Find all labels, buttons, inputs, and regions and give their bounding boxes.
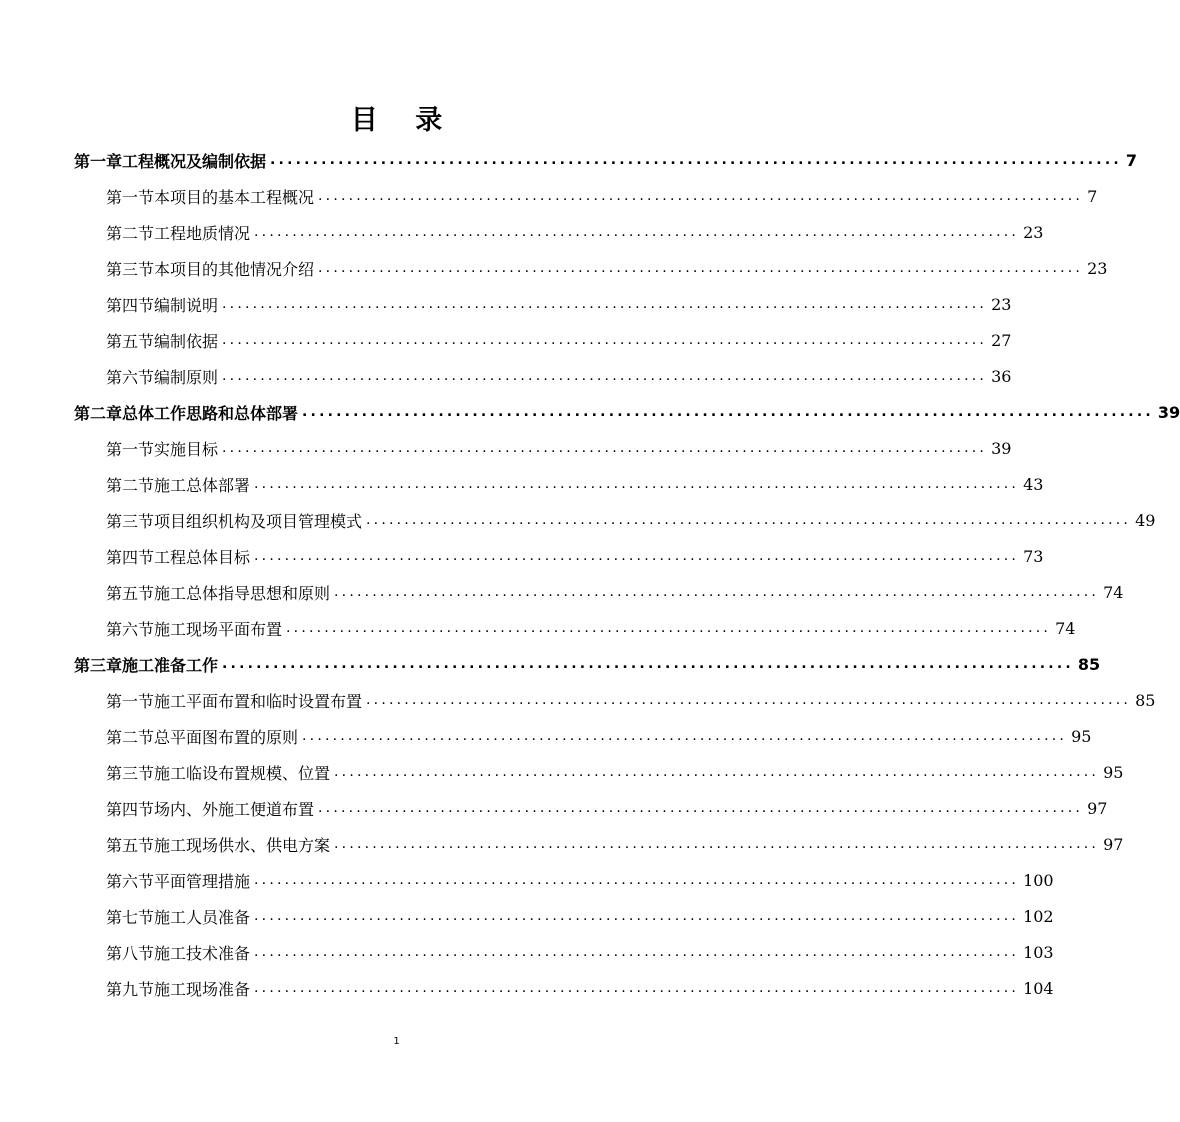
toc-entry-number: 第二节 <box>106 475 155 495</box>
toc-entry-label: 施工现场供水、供电方案 <box>154 835 331 855</box>
toc-entry-label: 施工技术准备 <box>154 943 251 963</box>
toc-entry-page: 74 <box>1055 618 1076 638</box>
toc-entry-page: 74 <box>1103 582 1124 602</box>
toc-entry-label: 实施目标 <box>154 439 219 459</box>
toc-section-entry[interactable] <box>106 214 1044 250</box>
dot-leader: .................................................................................................... <box>318 800 1084 816</box>
toc-entry-number: 第四节 <box>106 799 155 819</box>
toc-section-entry[interactable] <box>106 250 1108 286</box>
toc-entry-page: 27 <box>991 330 1012 350</box>
dot-leader: .................................................................................................... <box>222 296 988 312</box>
dot-leader: .................................................................................................... <box>222 656 1074 672</box>
toc-entry-number: 第二节 <box>106 727 155 747</box>
toc-entry-number: 第四节 <box>106 295 155 315</box>
toc-entry-page: 49 <box>1135 510 1156 530</box>
toc-section-entry[interactable] <box>106 862 1054 898</box>
toc-section-entry[interactable] <box>106 826 1124 862</box>
toc-entry-page: 23 <box>991 294 1012 314</box>
toc-entry-number: 第七节 <box>106 907 155 927</box>
toc-entry-page: 85 <box>1135 690 1156 710</box>
toc-entry-label: 施工现场平面布置 <box>154 619 283 639</box>
toc-entry-label: 工程总体目标 <box>154 547 251 567</box>
toc-entry-label: 编制依据 <box>154 331 219 351</box>
toc-entry-number: 第四节 <box>106 547 155 567</box>
toc-section-entry[interactable] <box>106 718 1092 754</box>
toc-entry-label: 本项目的其他情况介绍 <box>154 259 315 279</box>
toc-entry-label: 施工总体指导思想和原则 <box>154 583 331 603</box>
toc-section-entry[interactable] <box>106 430 1012 466</box>
dot-leader: .................................................................................................... <box>254 548 1020 564</box>
toc-entry-number: 第三章 <box>74 655 123 675</box>
toc-section-entry[interactable] <box>106 682 1156 718</box>
page-number: 1 <box>393 1036 400 1047</box>
toc-section-entry[interactable] <box>106 466 1044 502</box>
toc-section-entry[interactable] <box>106 178 1098 214</box>
toc-entry-page: 103 <box>1023 942 1054 962</box>
toc-entry-number: 第八节 <box>106 943 155 963</box>
dot-leader: .................................................................................................... <box>222 332 988 348</box>
toc-entry-label: 本项目的基本工程概况 <box>154 187 315 207</box>
toc-entry-number: 第一节 <box>106 187 155 207</box>
toc-entry-page: 102 <box>1023 906 1054 926</box>
toc-entry-label: 施工临设布置规模、位置 <box>154 763 331 783</box>
toc-entry-number: 第三节 <box>106 763 155 783</box>
toc-entry-number: 第九节 <box>106 979 155 999</box>
toc-entry-label: 平面管理措施 <box>154 871 251 891</box>
toc-entry-page: 39 <box>1157 402 1180 422</box>
toc-entry-page: 97 <box>1087 798 1108 818</box>
dot-leader: .................................................................................................... <box>302 404 1154 420</box>
toc-entry-page: 23 <box>1023 222 1044 242</box>
dot-leader: .................................................................................................... <box>334 584 1100 600</box>
toc-entry-number: 第五节 <box>106 835 155 855</box>
dot-leader: .................................................................................................... <box>254 872 1020 888</box>
toc-entry-page: 43 <box>1023 474 1044 494</box>
toc-entry-number: 第六节 <box>106 367 155 387</box>
toc-chapter-entry[interactable] <box>74 394 1180 430</box>
toc-entry-label: 工程地质情况 <box>154 223 251 243</box>
dot-leader: .................................................................................................... <box>254 908 1020 924</box>
toc-entry-page: 73 <box>1023 546 1044 566</box>
dot-leader: .................................................................................................... <box>222 368 988 384</box>
toc-entry-page: 85 <box>1077 654 1101 674</box>
dot-leader: .................................................................................................... <box>254 944 1020 960</box>
toc-entry-label: 施工人员准备 <box>154 907 251 927</box>
dot-leader: .................................................................................................... <box>302 728 1068 744</box>
toc-section-entry[interactable] <box>106 358 1012 394</box>
toc-entry-number: 第一章 <box>74 151 123 171</box>
toc-section-entry[interactable] <box>106 610 1076 646</box>
toc-entry-page: 97 <box>1103 834 1124 854</box>
dot-leader: .................................................................................................... <box>270 152 1122 168</box>
dot-leader: .................................................................................................... <box>366 512 1132 528</box>
toc-entry-label: 场内、外施工便道布置 <box>154 799 315 819</box>
toc-section-entry[interactable] <box>106 538 1044 574</box>
dot-leader: .................................................................................................... <box>334 836 1100 852</box>
toc-entry-number: 第三节 <box>106 259 155 279</box>
toc-entry-number: 第六节 <box>106 619 155 639</box>
toc-section-entry[interactable] <box>106 754 1124 790</box>
toc-entry-page: 100 <box>1023 870 1054 890</box>
toc-entry-label: 总平面图布置的原则 <box>154 727 299 747</box>
toc-entry-number: 第二节 <box>106 223 155 243</box>
dot-leader: .................................................................................................... <box>318 260 1084 276</box>
toc-entry-label: 施工总体部署 <box>154 475 251 495</box>
toc-entry-label: 编制说明 <box>154 295 219 315</box>
toc-title: 目 录 <box>350 105 457 136</box>
toc-entry-page: 36 <box>991 366 1012 386</box>
toc-entry-label: 总体工作思路和总体部署 <box>122 403 299 423</box>
toc-entry-page: 7 <box>1087 186 1098 206</box>
toc-entry-label: 施工现场准备 <box>154 979 251 999</box>
dot-leader: .................................................................................................... <box>286 620 1052 636</box>
dot-leader: .................................................................................................... <box>366 692 1132 708</box>
toc-entry-label: 项目组织机构及项目管理模式 <box>154 511 363 531</box>
toc-section-entry[interactable] <box>106 970 1054 1006</box>
toc-entry-number: 第二章 <box>74 403 123 423</box>
toc-entry-page: 39 <box>991 438 1012 458</box>
toc-entry-page: 104 <box>1023 978 1054 998</box>
toc-entry-page: 95 <box>1103 762 1124 782</box>
toc-entry-label: 编制原则 <box>154 367 219 387</box>
toc-entry-label: 施工平面布置和临时设置布置 <box>154 691 363 711</box>
toc-chapter-entry[interactable] <box>74 646 1101 682</box>
toc-entry-number: 第三节 <box>106 511 155 531</box>
toc-section-entry[interactable] <box>106 322 1012 358</box>
toc-section-entry[interactable] <box>106 790 1108 826</box>
toc-entry-label: 施工准备工作 <box>122 655 219 675</box>
toc-chapter-entry[interactable] <box>74 142 1138 178</box>
toc-section-entry[interactable] <box>106 286 1012 322</box>
toc-entry-number: 第五节 <box>106 331 155 351</box>
dot-leader: .................................................................................................... <box>318 188 1084 204</box>
dot-leader: .................................................................................................... <box>254 980 1020 996</box>
toc-section-entry[interactable] <box>106 934 1054 970</box>
dot-leader: .................................................................................................... <box>222 440 988 456</box>
toc-section-entry[interactable] <box>106 574 1124 610</box>
toc-section-entry[interactable] <box>106 502 1156 538</box>
toc-entry-number: 第五节 <box>106 583 155 603</box>
toc-section-entry[interactable] <box>106 898 1054 934</box>
toc-entry-number: 第一节 <box>106 691 155 711</box>
dot-leader: .................................................................................................... <box>334 764 1100 780</box>
toc-entry-label: 工程概况及编制依据 <box>122 151 267 171</box>
toc-entry-number: 第六节 <box>106 871 155 891</box>
toc-entry-number: 第一节 <box>106 439 155 459</box>
toc-entry-page: 95 <box>1071 726 1092 746</box>
toc-entry-page: 7 <box>1125 150 1138 170</box>
dot-leader: .................................................................................................... <box>254 224 1020 240</box>
dot-leader: .................................................................................................... <box>254 476 1020 492</box>
toc-entry-page: 23 <box>1087 258 1108 278</box>
